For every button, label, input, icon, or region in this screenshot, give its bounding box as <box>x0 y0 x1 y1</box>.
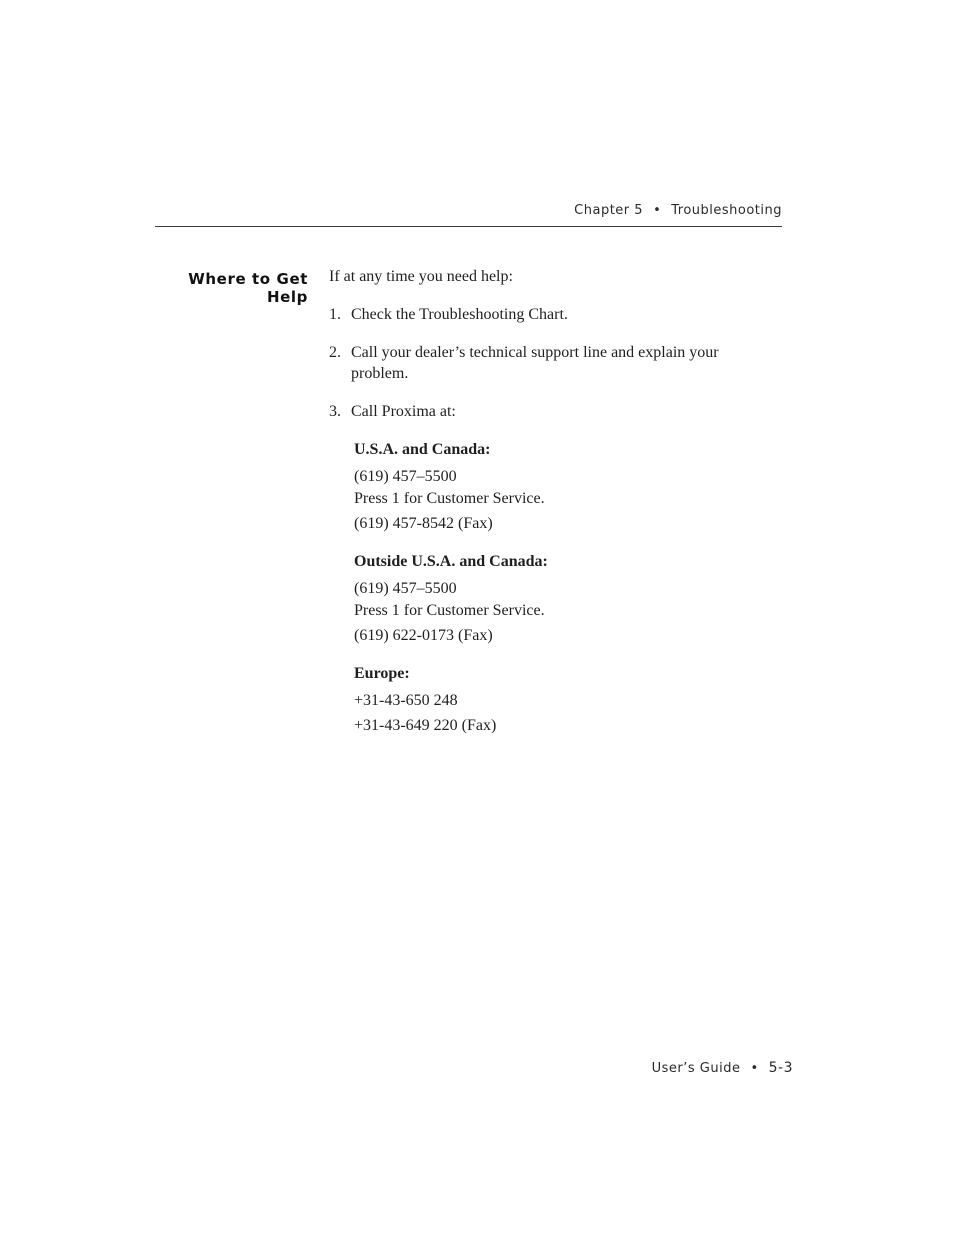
running-head-section: Troubleshooting <box>671 203 782 218</box>
phone-number: +31-43-650 248 <box>354 692 458 709</box>
footer-guide-title: User’s Guide <box>651 1061 741 1076</box>
running-head-separator: • <box>653 203 662 218</box>
phone-number: (619) 457–5500 <box>354 468 457 485</box>
intro-paragraph: If at any time you need help: <box>329 268 513 285</box>
running-head-chapter: Chapter 5 <box>574 203 644 218</box>
region-label: Outside U.S.A. and Canada: <box>354 553 548 570</box>
step-text: Check the Troubleshooting Chart. <box>351 306 568 323</box>
region-lines <box>354 466 769 535</box>
service-note: Press 1 for Customer Service. <box>354 490 545 507</box>
footer-separator: • <box>750 1061 759 1076</box>
region-lines <box>354 690 769 737</box>
step-item-2 <box>329 342 769 384</box>
region-label: U.S.A. and Canada: <box>354 441 491 458</box>
section-heading <box>150 270 308 306</box>
step-number: 1. <box>329 306 341 323</box>
service-note: Press 1 for Customer Service. <box>354 602 545 619</box>
contact-region-usa-canada <box>354 439 769 535</box>
step-text: Call Proxima at: <box>351 403 456 420</box>
header-rule <box>155 226 782 227</box>
help-steps-list <box>329 304 769 422</box>
fax-number: +31-43-649 220 (Fax) <box>354 717 497 734</box>
contact-block <box>354 439 769 737</box>
step-text: Call your dealer’s technical support line and explain your problem. <box>351 344 719 382</box>
contact-region-europe <box>354 663 769 737</box>
fax-number: (619) 622-0173 (Fax) <box>354 627 493 644</box>
page-footer <box>652 1060 793 1076</box>
body-text <box>329 266 769 737</box>
section-heading-line-1: Where to Get <box>188 270 308 288</box>
page-number: 5-3 <box>768 1060 793 1076</box>
step-item-1 <box>329 304 769 325</box>
phone-number: (619) 457–5500 <box>354 580 457 597</box>
step-number: 3. <box>329 403 341 420</box>
step-item-3 <box>329 401 769 422</box>
running-head <box>574 203 782 218</box>
contact-region-outside-usa-canada <box>354 551 769 647</box>
step-number: 2. <box>329 344 341 361</box>
region-label: Europe: <box>354 665 410 682</box>
fax-number: (619) 457-8542 (Fax) <box>354 515 493 532</box>
region-lines <box>354 578 769 647</box>
section-heading-line-2: Help <box>266 288 308 306</box>
